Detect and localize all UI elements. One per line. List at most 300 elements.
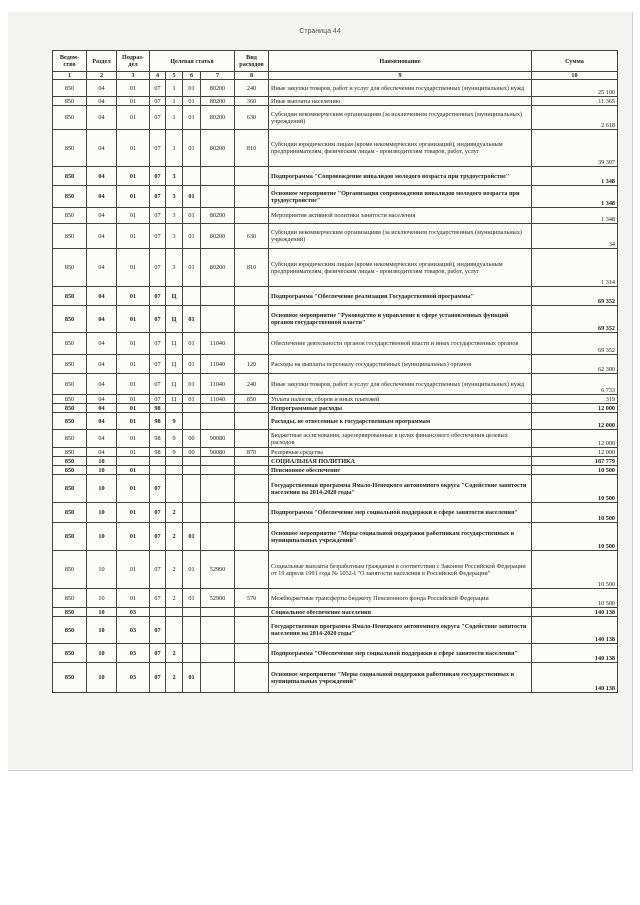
sum-cell: 6 733 xyxy=(532,374,618,395)
expense-type-cell xyxy=(235,663,269,693)
podrazdel-cell: 01 xyxy=(117,224,150,249)
direction-cell: 80200 xyxy=(201,208,235,224)
event-cell: 01 xyxy=(183,249,201,287)
expense-type-cell: 240 xyxy=(235,80,269,97)
name-cell: Иные закупки товаров, работ и услуг для обеспечения государственных (муниципальных) нужд xyxy=(269,374,532,395)
razdel-cell: 04 xyxy=(87,167,117,186)
direction-cell: 90080 xyxy=(201,430,235,448)
event-cell: 01 xyxy=(183,306,201,333)
event-cell: 01 xyxy=(183,523,201,551)
event-cell xyxy=(183,287,201,306)
razdel-cell: 10 xyxy=(87,523,117,551)
direction-cell xyxy=(201,287,235,306)
vedomstvo-cell: 850 xyxy=(53,224,87,249)
sum-cell: 25 100 xyxy=(532,80,618,97)
subprogram-cell: 9 xyxy=(166,413,183,430)
subprogram-cell: Ц xyxy=(166,333,183,355)
podrazdel-cell: 01 xyxy=(117,430,150,448)
program-cell: 07 xyxy=(150,333,166,355)
sum-cell: 140 138 xyxy=(532,617,618,644)
razdel-cell: 10 xyxy=(87,457,117,466)
subprogram-cell xyxy=(166,608,183,617)
vedomstvo-cell: 850 xyxy=(53,333,87,355)
table-row xyxy=(53,249,618,287)
expense-type-cell xyxy=(235,644,269,663)
podrazdel-cell: 01 xyxy=(117,333,150,355)
event-cell xyxy=(183,167,201,186)
podrazdel-cell: 03 xyxy=(117,644,150,663)
program-cell: 07 xyxy=(150,374,166,395)
razdel-cell: 10 xyxy=(87,466,117,475)
podrazdel-cell: 01 xyxy=(117,80,150,97)
expense-type-cell xyxy=(235,186,269,208)
subprogram-cell: 3 xyxy=(166,224,183,249)
direction-cell xyxy=(201,663,235,693)
vedomstvo-cell: 850 xyxy=(53,106,87,130)
program-cell: 07 xyxy=(150,503,166,523)
event-cell xyxy=(183,457,201,466)
direction-cell: 80200 xyxy=(201,97,235,106)
subprogram-cell: Ц xyxy=(166,306,183,333)
column-number: 1 xyxy=(53,72,87,80)
name-cell: СОЦИАЛЬНАЯ ПОЛИТИКА xyxy=(269,457,532,466)
header-vedomstvo: Ведом-ство xyxy=(53,51,87,72)
table-row xyxy=(53,448,618,457)
podrazdel-cell: 01 xyxy=(117,404,150,413)
subprogram-cell: 2 xyxy=(166,589,183,608)
table-row xyxy=(53,208,618,224)
podrazdel-cell: 01 xyxy=(117,130,150,167)
column-number: 5 xyxy=(166,72,183,80)
direction-cell xyxy=(201,503,235,523)
podrazdel-cell: 01 xyxy=(117,448,150,457)
podrazdel-cell: 01 xyxy=(117,167,150,186)
table-row xyxy=(53,663,618,693)
direction-cell: 80200 xyxy=(201,249,235,287)
expense-type-cell xyxy=(235,475,269,503)
name-cell: Субсидии некоммерческим организациям (за исключением государственных (муниципальных) учреждений) xyxy=(269,224,532,249)
expense-type-cell xyxy=(235,617,269,644)
vedomstvo-cell: 850 xyxy=(53,551,87,589)
table-row xyxy=(53,130,618,167)
podrazdel-cell: 01 xyxy=(117,374,150,395)
vedomstvo-cell: 850 xyxy=(53,430,87,448)
direction-cell: 11040 xyxy=(201,355,235,374)
sum-cell: 10 500 xyxy=(532,466,618,475)
vedomstvo-cell: 850 xyxy=(53,186,87,208)
razdel-cell: 04 xyxy=(87,355,117,374)
column-number: 8 xyxy=(235,72,269,80)
sum-cell: 140 138 xyxy=(532,608,618,617)
direction-cell: 52900 xyxy=(201,551,235,589)
name-cell: Субсидии юридическим лицам (кроме некоммерческих организаций), индивидуальным предпринимателям, физическим лицам - производителям товаров, работ, услуг xyxy=(269,130,532,167)
subprogram-cell: 9 xyxy=(166,448,183,457)
podrazdel-cell: 03 xyxy=(117,663,150,693)
vedomstvo-cell: 850 xyxy=(53,644,87,663)
table-row xyxy=(53,551,618,589)
subprogram-cell: Ц xyxy=(166,287,183,306)
razdel-cell: 04 xyxy=(87,413,117,430)
sum-cell: 1 348 xyxy=(532,186,618,208)
sum-cell: 140 138 xyxy=(532,644,618,663)
sum-cell: 12 000 xyxy=(532,448,618,457)
podrazdel-cell: 01 xyxy=(117,589,150,608)
podrazdel-cell: 01 xyxy=(117,186,150,208)
program-cell: 98 xyxy=(150,404,166,413)
name-cell: Межбюджетные трансферты бюджету Пенсионного фонда Российской Федерации xyxy=(269,589,532,608)
column-number: 10 xyxy=(532,72,618,80)
event-cell xyxy=(183,475,201,503)
vedomstvo-cell: 850 xyxy=(53,395,87,404)
program-cell: 07 xyxy=(150,80,166,97)
sum-cell: 11 365 xyxy=(532,97,618,106)
program-cell: 07 xyxy=(150,106,166,130)
direction-cell: 80200 xyxy=(201,224,235,249)
sum-cell: 12 000 xyxy=(532,404,618,413)
program-cell: 07 xyxy=(150,306,166,333)
direction-cell: 52900 xyxy=(201,589,235,608)
subprogram-cell: 2 xyxy=(166,523,183,551)
table-row xyxy=(53,395,618,404)
column-number: 4 xyxy=(150,72,166,80)
podrazdel-cell: 01 xyxy=(117,551,150,589)
podrazdel-cell: 01 xyxy=(117,475,150,503)
expense-type-cell: 870 xyxy=(235,448,269,457)
vedomstvo-cell: 850 xyxy=(53,404,87,413)
name-cell: Обеспечение деятельности органов государственной власти и иных государственных органов xyxy=(269,333,532,355)
table-row xyxy=(53,287,618,306)
razdel-cell: 10 xyxy=(87,589,117,608)
vedomstvo-cell: 850 xyxy=(53,80,87,97)
vedomstvo-cell: 850 xyxy=(53,448,87,457)
program-cell: 07 xyxy=(150,617,166,644)
sum-cell: 12 000 xyxy=(532,413,618,430)
event-cell: 01 xyxy=(183,106,201,130)
sum-cell: 69 352 xyxy=(532,287,618,306)
direction-cell xyxy=(201,413,235,430)
subprogram-cell: 1 xyxy=(166,97,183,106)
direction-cell: 11040 xyxy=(201,333,235,355)
subprogram-cell: 9 xyxy=(166,430,183,448)
sum-cell: 69 352 xyxy=(532,333,618,355)
vedomstvo-cell: 850 xyxy=(53,374,87,395)
table-row xyxy=(53,333,618,355)
header-sum: Сумма xyxy=(532,51,618,72)
name-cell: Подпрограмма "Обеспечение реализации Государственной программы" xyxy=(269,287,532,306)
table-row xyxy=(53,466,618,475)
expense-type-cell: 360 xyxy=(235,97,269,106)
subprogram-cell: 2 xyxy=(166,551,183,589)
program-cell: 07 xyxy=(150,287,166,306)
podrazdel-cell: 03 xyxy=(117,617,150,644)
direction-cell: 11040 xyxy=(201,374,235,395)
name-cell: Расходы, не отнесенные к государственным программам xyxy=(269,413,532,430)
program-cell: 07 xyxy=(150,355,166,374)
sum-cell: 12 000 xyxy=(532,430,618,448)
razdel-cell: 04 xyxy=(87,97,117,106)
table-row xyxy=(53,306,618,333)
sum-cell: 69 352 xyxy=(532,306,618,333)
razdel-cell: 10 xyxy=(87,617,117,644)
direction-cell xyxy=(201,404,235,413)
direction-cell: 80200 xyxy=(201,80,235,97)
program-cell: 98 xyxy=(150,413,166,430)
program-cell: 98 xyxy=(150,448,166,457)
sum-cell: 34 xyxy=(532,224,618,249)
table-row xyxy=(53,355,618,374)
vedomstvo-cell: 850 xyxy=(53,249,87,287)
name-cell: Бюджетные ассигнования, зарезервированные в целях финансового обеспечения целевых расходов xyxy=(269,430,532,448)
expense-type-cell xyxy=(235,404,269,413)
razdel-cell: 04 xyxy=(87,404,117,413)
subprogram-cell: 2 xyxy=(166,503,183,523)
program-cell: 07 xyxy=(150,97,166,106)
expense-type-cell: 810 xyxy=(235,249,269,287)
sum-cell: 1 348 xyxy=(532,167,618,186)
header-vid: Вид расходов xyxy=(235,51,269,72)
event-cell xyxy=(183,617,201,644)
razdel-cell: 04 xyxy=(87,130,117,167)
program-cell xyxy=(150,466,166,475)
vedomstvo-cell: 850 xyxy=(53,523,87,551)
sum-cell: 1 348 xyxy=(532,208,618,224)
expense-type-cell: 630 xyxy=(235,224,269,249)
program-cell: 07 xyxy=(150,475,166,503)
table-row xyxy=(53,475,618,503)
event-cell: 01 xyxy=(183,551,201,589)
razdel-cell: 04 xyxy=(87,208,117,224)
sum-cell: 187 779 xyxy=(532,457,618,466)
expense-type-cell: 630 xyxy=(235,106,269,130)
name-cell: Уплата налогов, сборов и иных платежей xyxy=(269,395,532,404)
razdel-cell: 04 xyxy=(87,249,117,287)
table-row xyxy=(53,404,618,413)
name-cell: Подпрограмма "Обеспечение мер социальной поддержки в сфере занятости населения" xyxy=(269,644,532,663)
razdel-cell: 10 xyxy=(87,551,117,589)
event-cell: 00 xyxy=(183,430,201,448)
razdel-cell: 04 xyxy=(87,333,117,355)
razdel-cell: 04 xyxy=(87,374,117,395)
sum-cell: 319 xyxy=(532,395,618,404)
expense-type-cell: 570 xyxy=(235,589,269,608)
direction-cell xyxy=(201,523,235,551)
razdel-cell: 10 xyxy=(87,503,117,523)
podrazdel-cell xyxy=(117,457,150,466)
sum-cell: 10 500 xyxy=(532,551,618,589)
subprogram-cell xyxy=(166,466,183,475)
expense-type-cell xyxy=(235,608,269,617)
sum-cell: 10 500 xyxy=(532,523,618,551)
podrazdel-cell: 01 xyxy=(117,413,150,430)
expense-type-cell xyxy=(235,430,269,448)
direction-cell: 90080 xyxy=(201,448,235,457)
subprogram-cell: 3 xyxy=(166,186,183,208)
name-cell: Подпрограмма "Обеспечение мер социальной поддержки в сфере занятости населения" xyxy=(269,503,532,523)
razdel-cell: 04 xyxy=(87,430,117,448)
subprogram-cell: Ц xyxy=(166,355,183,374)
event-cell xyxy=(183,413,201,430)
expense-type-cell xyxy=(235,287,269,306)
name-cell: Непрограммные расходы xyxy=(269,404,532,413)
direction-cell xyxy=(201,608,235,617)
name-cell: Иные выплаты населению xyxy=(269,97,532,106)
expense-type-cell: 240 xyxy=(235,374,269,395)
event-cell: 01 xyxy=(183,374,201,395)
subprogram-cell: Ц xyxy=(166,395,183,404)
column-number: 7 xyxy=(201,72,235,80)
name-cell: Расходы на выплаты персоналу государственных (муниципальных) органов xyxy=(269,355,532,374)
name-cell: Субсидии юридическим лицам (кроме некоммерческих организаций), индивидуальным предпринимателям, физическим лицам - производителям товаров, работ, услуг xyxy=(269,249,532,287)
program-cell: 98 xyxy=(150,430,166,448)
direction-cell xyxy=(201,306,235,333)
event-cell xyxy=(183,404,201,413)
sum-cell: 39 307 xyxy=(532,130,618,167)
direction-cell xyxy=(201,466,235,475)
program-cell: 07 xyxy=(150,130,166,167)
razdel-cell: 04 xyxy=(87,306,117,333)
header-celevaya: Целевая статья xyxy=(150,51,235,72)
table-row xyxy=(53,374,618,395)
header-name: Наименование xyxy=(269,51,532,72)
event-cell: 01 xyxy=(183,355,201,374)
vedomstvo-cell: 850 xyxy=(53,466,87,475)
subprogram-cell: 2 xyxy=(166,663,183,693)
podrazdel-cell: 01 xyxy=(117,395,150,404)
table-row xyxy=(53,186,618,208)
direction-cell: 80200 xyxy=(201,130,235,167)
expense-type-cell xyxy=(235,466,269,475)
razdel-cell: 04 xyxy=(87,224,117,249)
sum-cell: 140 138 xyxy=(532,663,618,693)
header-podrazdel: Подраз-дел xyxy=(117,51,150,72)
expense-type-cell: 120 xyxy=(235,355,269,374)
table-row xyxy=(53,503,618,523)
podrazdel-cell: 01 xyxy=(117,106,150,130)
sum-cell: 10 500 xyxy=(532,589,618,608)
vedomstvo-cell: 850 xyxy=(53,97,87,106)
subprogram-cell: 1 xyxy=(166,80,183,97)
razdel-cell: 04 xyxy=(87,106,117,130)
table-row xyxy=(53,608,618,617)
program-cell: 07 xyxy=(150,224,166,249)
expense-type-cell xyxy=(235,551,269,589)
podrazdel-cell: 01 xyxy=(117,208,150,224)
program-cell: 07 xyxy=(150,663,166,693)
program-cell: 07 xyxy=(150,208,166,224)
table-row xyxy=(53,644,618,663)
event-cell: 00 xyxy=(183,448,201,457)
podrazdel-cell: 01 xyxy=(117,306,150,333)
name-cell: Социальные выплаты безработным гражданам в соответствии с Законом Российской Федерации от 19 апреля 1991 года № 1032-I "О занятости населения в Российской Федерации" xyxy=(269,551,532,589)
podrazdel-cell: 01 xyxy=(117,355,150,374)
program-cell: 07 xyxy=(150,395,166,404)
event-cell: 01 xyxy=(183,130,201,167)
sum-cell: 10 500 xyxy=(532,475,618,503)
vedomstvo-cell: 850 xyxy=(53,355,87,374)
subprogram-cell: 2 xyxy=(166,644,183,663)
event-cell: 01 xyxy=(183,589,201,608)
table-header-row xyxy=(53,51,618,72)
event-cell: 01 xyxy=(183,333,201,355)
subprogram-cell xyxy=(166,617,183,644)
table-row xyxy=(53,589,618,608)
table-row xyxy=(53,413,618,430)
vedomstvo-cell: 850 xyxy=(53,475,87,503)
event-cell: 01 xyxy=(183,80,201,97)
razdel-cell: 04 xyxy=(87,287,117,306)
vedomstvo-cell: 850 xyxy=(53,287,87,306)
event-cell xyxy=(183,608,201,617)
expense-type-cell xyxy=(235,208,269,224)
podrazdel-cell: 01 xyxy=(117,249,150,287)
name-cell: Пенсионное обеспечение xyxy=(269,466,532,475)
name-cell: Основное мероприятие "Меры социальной поддержки работникам государственных и муниципальных учреждений" xyxy=(269,523,532,551)
name-cell: Основное мероприятие "Руководство и управление в сфере установленных функций органов государственной власти" xyxy=(269,306,532,333)
vedomstvo-cell: 850 xyxy=(53,306,87,333)
podrazdel-cell: 01 xyxy=(117,287,150,306)
vedomstvo-cell: 850 xyxy=(53,663,87,693)
vedomstvo-cell: 850 xyxy=(53,608,87,617)
page-number: Страница 44 xyxy=(299,28,341,35)
direction-cell: 80200 xyxy=(201,106,235,130)
program-cell: 07 xyxy=(150,589,166,608)
direction-cell xyxy=(201,167,235,186)
column-number: 6 xyxy=(183,72,201,80)
razdel-cell: 04 xyxy=(87,395,117,404)
direction-cell xyxy=(201,186,235,208)
vedomstvo-cell: 850 xyxy=(53,589,87,608)
name-cell: Субсидии некоммерческим организациям (за исключением государственных (муниципальных) учреждений) xyxy=(269,106,532,130)
razdel-cell: 10 xyxy=(87,644,117,663)
name-cell: Мероприятия активной политики занятости населения xyxy=(269,208,532,224)
name-cell: Основное мероприятие "Организация сопровождения инвалидов молодого возраста при трудоустройстве" xyxy=(269,186,532,208)
subprogram-cell: Ц xyxy=(166,374,183,395)
event-cell: 01 xyxy=(183,208,201,224)
table-row xyxy=(53,457,618,466)
direction-cell xyxy=(201,644,235,663)
program-cell: 07 xyxy=(150,167,166,186)
program-cell: 07 xyxy=(150,523,166,551)
name-cell: Государственная программа Ямало-Ненецкого автономного округа "Содействие занятости населения на 2014-2020 годы" xyxy=(269,617,532,644)
expense-type-cell xyxy=(235,333,269,355)
subprogram-cell xyxy=(166,457,183,466)
razdel-cell: 10 xyxy=(87,475,117,503)
subprogram-cell: 3 xyxy=(166,208,183,224)
event-cell: 01 xyxy=(183,224,201,249)
podrazdel-cell: 01 xyxy=(117,466,150,475)
expense-type-cell: 810 xyxy=(235,130,269,167)
sum-cell: 2 618 xyxy=(532,106,618,130)
expense-type-cell xyxy=(235,457,269,466)
vedomstvo-cell: 850 xyxy=(53,130,87,167)
sum-cell: 10 500 xyxy=(532,503,618,523)
podrazdel-cell: 01 xyxy=(117,503,150,523)
name-cell: Иные закупки товаров, работ и услуг для обеспечения государственных (муниципальных) нужд xyxy=(269,80,532,97)
event-cell xyxy=(183,644,201,663)
event-cell xyxy=(183,466,201,475)
vedomstvo-cell: 850 xyxy=(53,208,87,224)
column-numbers-row xyxy=(53,72,618,80)
expense-type-cell xyxy=(235,523,269,551)
vedomstvo-cell: 850 xyxy=(53,503,87,523)
expense-type-cell xyxy=(235,306,269,333)
table-body xyxy=(53,80,618,693)
podrazdel-cell: 01 xyxy=(117,523,150,551)
subprogram-cell: 3 xyxy=(166,167,183,186)
budget-table xyxy=(52,50,618,693)
program-cell: 07 xyxy=(150,249,166,287)
table-row xyxy=(53,224,618,249)
